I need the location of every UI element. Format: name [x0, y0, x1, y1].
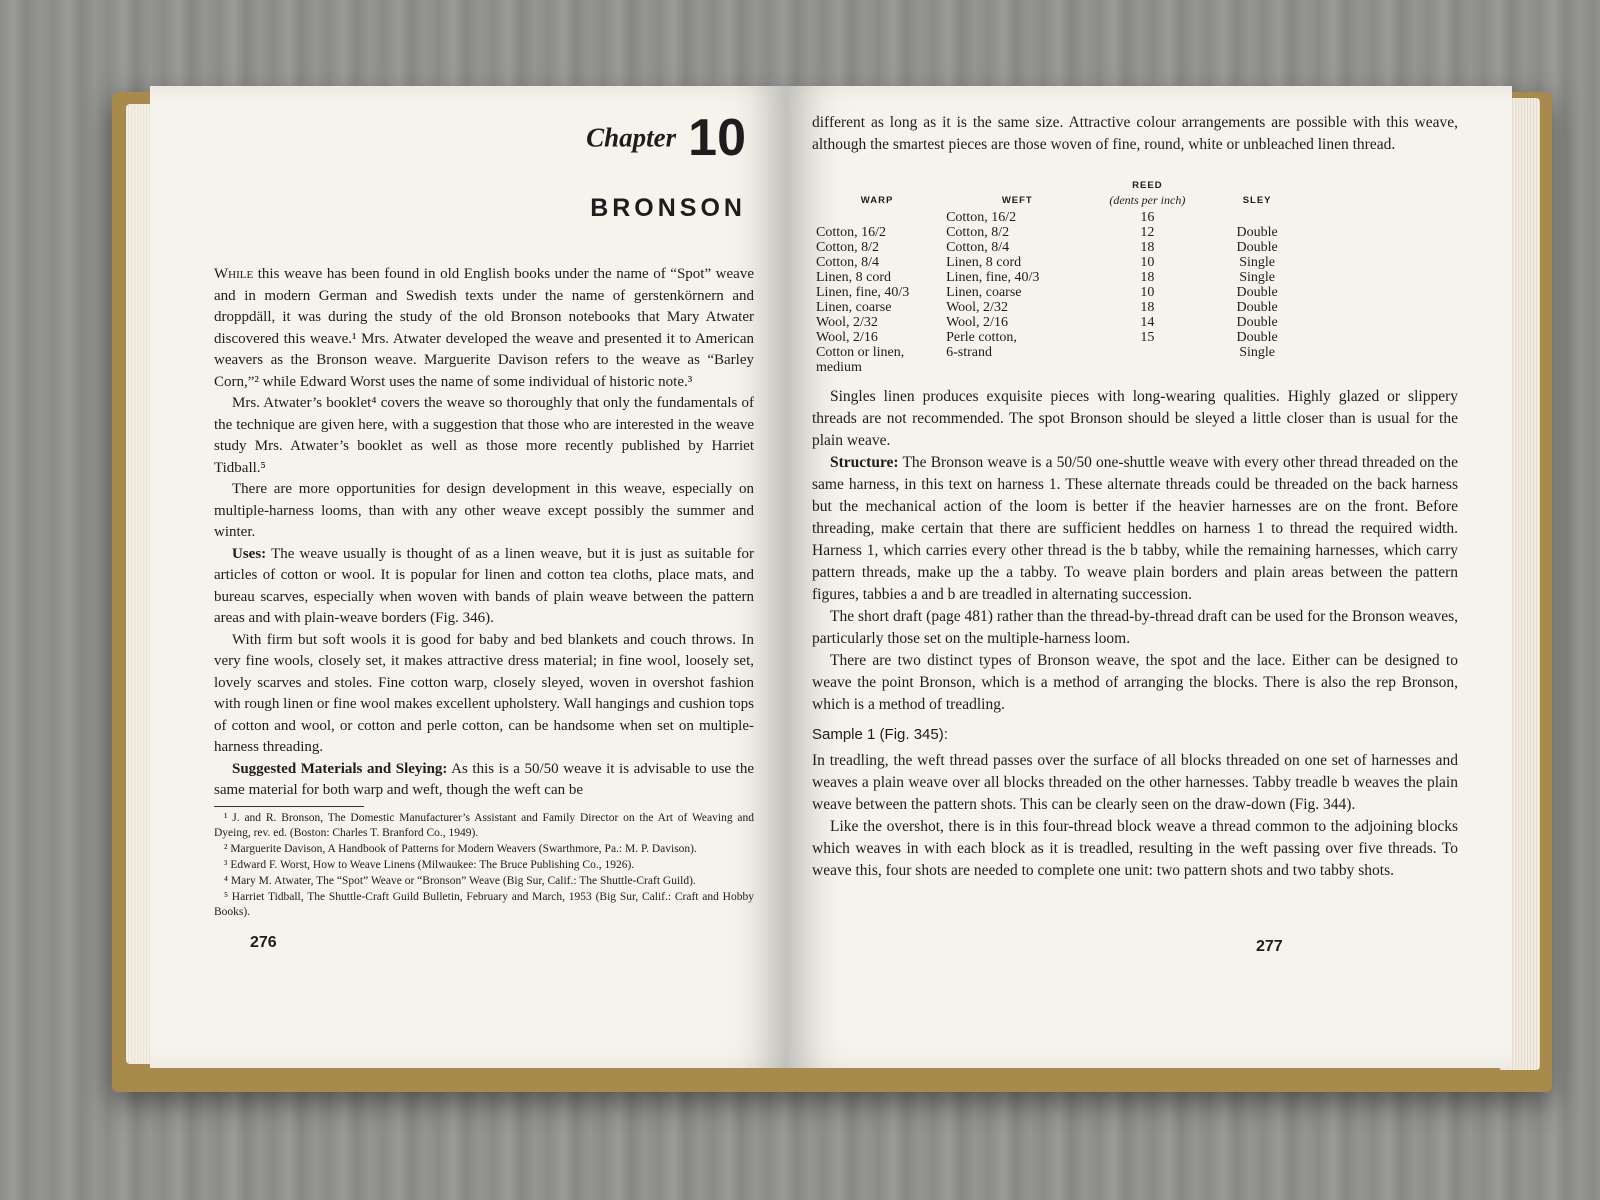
paragraph	[812, 386, 1458, 452]
paragraph-text: The Bronson weave is a 50/50 one-shuttle weave with every other thread threaded on the same harness, in this text on harness 1. These alternate threads could be threaded on the back harness but the mechanical action of the loom is better if the heavier harnesses are on the front. Before threading, make certain that there are sufficient heddles on harness 1 to thread the required width. Harness 1, which carries every other thread is the b tabby, while the remaining harnesses, which carry pattern threads, make up the a tabby. To weave plain borders and plain areas between the pattern figures, tabbies a and b are treadled in alternating succession.	[812, 454, 1458, 603]
paragraph-text: Singles linen produces exquisite pieces with long-wearing qualities. Highly glazed or slippery threads are not recommended. The spot Bronson should be sleyed a little closer than is usual for the plain weave.	[812, 388, 1458, 449]
paragraph	[812, 452, 1458, 606]
chapter-word: Chapter	[586, 122, 677, 153]
table-row	[812, 285, 1312, 300]
table-row	[812, 315, 1312, 330]
page-number: 277	[1256, 938, 1283, 955]
chapter-number: 10	[688, 109, 746, 167]
paragraph	[812, 650, 1458, 716]
header-reed	[1092, 178, 1202, 210]
paragraph-text: The short draft (page 481) rather than the thread-by-thread draft can be used for the Bronson weaves, particularly those set on the multiple-harness loom.	[812, 608, 1458, 647]
table-row	[812, 270, 1312, 285]
paragraph-text: As this is a 50/50 weave it is advisable to use the same material for both warp and weft, though the weft can be	[214, 760, 754, 798]
cell-reed: 10	[1140, 285, 1155, 300]
header-reed-label: REED	[1132, 180, 1163, 191]
cell-sley: Double	[1236, 315, 1278, 330]
table-header-row	[812, 178, 1312, 210]
left-body-text	[214, 264, 754, 921]
table-row	[812, 330, 1312, 345]
chapter-title: BRONSON	[590, 194, 746, 222]
paragraph	[214, 264, 754, 393]
section-heading: Suggested Materials and Sleying:	[232, 760, 448, 777]
cell-weft	[942, 360, 1092, 375]
paragraph	[812, 606, 1458, 650]
cell-warp	[812, 210, 942, 225]
sett-table	[812, 178, 1312, 375]
table-row	[812, 345, 1312, 360]
paragraph	[214, 759, 754, 802]
lead-word: While	[214, 266, 254, 282]
header-sley: SLEY	[1242, 195, 1272, 206]
cell-weft: Cotton, 8/4	[946, 240, 1010, 255]
paragraph: different as long as it is the same size. Attractive colour arrangements are possible with this weave, although the smartest pieces are those woven of fine, round, white or unbleached linen thread.	[812, 114, 1458, 153]
table-row	[812, 240, 1312, 255]
cell-weft: Wool, 2/32	[946, 300, 1008, 315]
table-row	[812, 210, 1312, 225]
cell-warp: Wool, 2/16	[816, 330, 878, 345]
footnote: ⁴ Mary M. Atwater, The “Spot” Weave or “Bronson” Weave (Big Sur, Calif.: The Shuttle-Craft Guild).	[224, 874, 696, 887]
cell-warp: Linen, coarse	[816, 300, 892, 315]
right-intro	[812, 112, 1458, 156]
left-page	[150, 86, 786, 1068]
page-number: 276	[250, 934, 277, 951]
paragraph	[214, 630, 754, 759]
cell-reed: 15	[1140, 330, 1155, 345]
cell-warp: Cotton, 8/2	[816, 240, 880, 255]
cell-sley	[1202, 360, 1312, 375]
cell-sley	[1202, 210, 1312, 225]
cell-reed: 18	[1140, 240, 1155, 255]
footnote: ³ Edward F. Worst, How to Weave Linens (Milwaukee: The Bruce Publishing Co., 1926).	[224, 858, 635, 871]
cell-reed: 12	[1140, 225, 1155, 240]
cell-weft: 6-strand	[946, 345, 992, 360]
right-body-text	[812, 386, 1458, 882]
paragraph	[214, 544, 754, 630]
paragraph-text: The weave usually is thought of as a linen weave, but it is just as suitable for articles of cotton or wool. It is popular for linen and cotton tea cloths, place mats, and bureau scarves, especially when woven with bands of plain weave between the pattern areas and with plain-weave borders (Fig. 346).	[214, 545, 754, 626]
cell-sley: Single	[1239, 345, 1275, 360]
right-page	[786, 86, 1512, 1068]
cell-sley: Double	[1236, 285, 1278, 300]
paragraph-text: There are two distinct types of Bronson weave, the spot and the lace. Either can be designed to weave the point Bronson, which is a method of arranging the blocks. There is also the rep Bronson, which is a method of treadling.	[812, 652, 1458, 713]
table-row	[812, 360, 1312, 375]
cell-weft: Cotton, 16/2	[946, 210, 1017, 225]
cell-reed: 18	[1140, 300, 1155, 315]
paragraph: Like the overshot, there is in this four-thread block weave a thread common to the adjoining blocks which weaves in with each block as it is treadled, resulting in the weft passing over five threads. To weave this, four shots are needed to complete one unit: two pattern shots and two tabby shots.	[812, 818, 1458, 879]
footnote-rule	[214, 806, 364, 807]
paragraph	[214, 479, 754, 544]
cell-warp: Linen, 8 cord	[816, 270, 892, 285]
cell-warp: Cotton or linen,	[816, 345, 905, 360]
cell-sley: Double	[1236, 330, 1278, 345]
cell-reed	[1092, 360, 1202, 375]
footnote: ¹ J. and R. Bronson, The Domestic Manufacturer’s Assistant and Family Director on the Art of Weaving and Dyeing, rev. ed. (Boston: Charles T. Branford Co., 1949).	[214, 811, 754, 839]
cell-weft: Wool, 2/16	[946, 315, 1008, 330]
paragraph-text: Mrs. Atwater’s booklet⁴ covers the weave so thoroughly that only the fundamentals of the technique are given here, with a suggestion that those who are interested in the weave study Mrs. Atwater’s booklet as well as those more recently published by Harriet Tidball.⁵	[214, 395, 754, 476]
table-row	[812, 255, 1312, 270]
cell-warp: Wool, 2/32	[816, 315, 878, 330]
cell-reed: 14	[1140, 315, 1155, 330]
paragraph	[214, 393, 754, 479]
cell-reed: 18	[1140, 270, 1155, 285]
cell-weft: Linen, 8 cord	[946, 255, 1022, 270]
paragraph-text: There are more opportunities for design development in this weave, especially on multiple-harness looms, than with any other weave except possibly the summer and winter.	[214, 481, 754, 540]
cell-reed: 16	[1140, 210, 1155, 225]
cell-warp: Linen, fine, 40/3	[816, 285, 910, 300]
table-row	[812, 225, 1312, 240]
cell-sley: Double	[1236, 240, 1278, 255]
sample-heading: Sample 1 (Fig. 345):	[812, 726, 948, 743]
cell-reed: 10	[1140, 255, 1155, 270]
cell-sley: Single	[1239, 255, 1275, 270]
footnote: ⁵ Harriet Tidball, The Shuttle-Craft Guild Bulletin, February and March, 1953 (Big Sur, Calif.: Craft and Hobby Books).	[214, 890, 754, 918]
paragraph: In treadling, the weft thread passes over the surface of all blocks threaded on one set of harnesses and weaves a plain weave over all blocks threaded on the other harnesses. Tabby treadle b weaves the plain weave between the pattern shots. This can be clearly seen on the draw-down (Fig. 344).	[812, 752, 1458, 813]
cell-weft: Perle cotton,	[946, 330, 1017, 345]
cell-warp: medium	[816, 360, 862, 375]
section-heading: Uses:	[232, 545, 267, 562]
section-heading: Structure:	[830, 454, 899, 471]
cell-warp: Cotton, 8/4	[816, 255, 880, 270]
cell-weft: Linen, fine, 40/3	[946, 270, 1040, 285]
cell-sley: Double	[1236, 300, 1278, 315]
cell-reed	[1092, 345, 1202, 360]
cell-weft: Linen, coarse	[946, 285, 1022, 300]
cell-warp: Cotton, 16/2	[816, 225, 887, 240]
cell-sley: Double	[1236, 225, 1278, 240]
footnote: ² Marguerite Davison, A Handbook of Patterns for Modern Weavers (Swarthmore, Pa.: M. P. Davison).	[224, 842, 697, 855]
header-weft: WEFT	[1001, 195, 1033, 206]
table-row	[812, 300, 1312, 315]
cell-weft: Cotton, 8/2	[946, 225, 1010, 240]
paragraph-text: this weave has been found in old English books under the name of “Spot” weave and in modern German and Swedish texts under the name of gerstenkörnern and droppdäll, it was during the study of the old Bronson notebooks that Mary Atwater discovered this weave.¹ Mrs. Atwater developed the weave and presented it to American weavers as the Bronson weave. Marguerite Davison refers to the weave as “Barley Corn,”² while Edward Worst uses the name of some individual of historic note.³	[214, 266, 754, 390]
cell-sley: Single	[1239, 270, 1275, 285]
header-reed-sub: (dents per inch)	[1109, 193, 1186, 207]
chapter-heading	[586, 108, 746, 168]
footnotes	[214, 811, 754, 920]
header-warp: WARP	[860, 195, 894, 206]
paragraph-text: With firm but soft wools it is good for baby and bed blankets and couch throws. In very fine wools, closely set, it makes attractive dress material; in fine wool, loosely set, lovely scarves and stoles. Fine cotton warp, closely sleyed, woven in overshot fashion with rough linen or fine wool makes excellent upholstery. Wall hangings and cushion tops of cotton and wool, or cotton and perle cotton, can be handsome when set on multiple-harness threading.	[214, 631, 754, 755]
